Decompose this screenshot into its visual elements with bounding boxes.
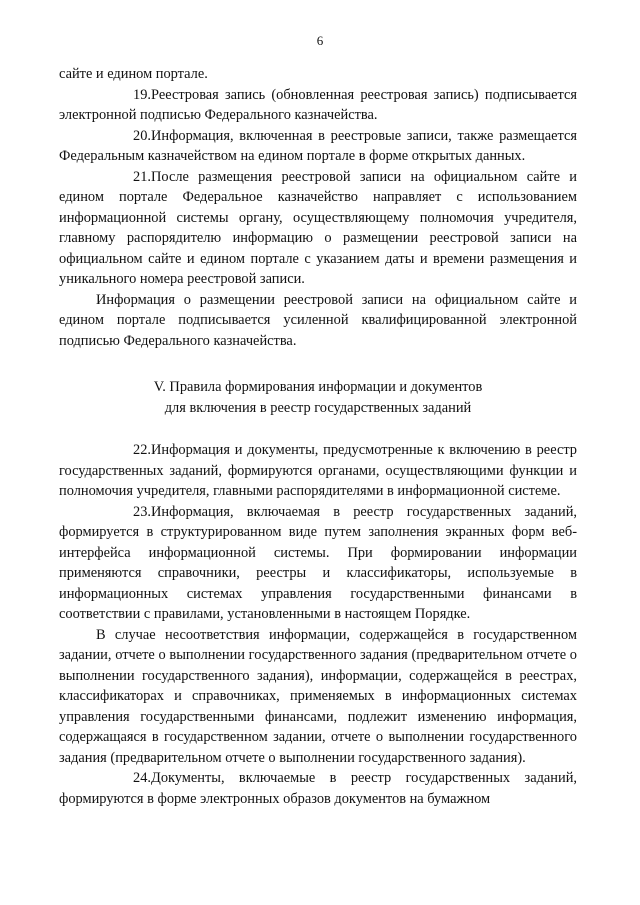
paragraph-text: Информация о размещении реестровой записи на официальном сайте и едином портале подписывается усиленной квалифицированной электронной подписью Федерального казначейства. <box>59 291 577 349</box>
section-heading <box>59 377 577 418</box>
paragraph-continuation <box>59 64 577 85</box>
paragraph-24 <box>59 768 577 809</box>
section-heading-line-1: V. Правила формирования информации и документов <box>153 379 483 395</box>
paragraph-text: Информация и документы, предусмотренные к включению в реестр государственных заданий, формируются органами, осуществляющими функции и полномочия учредителя, главными распорядителями в информационной системе. <box>59 442 577 499</box>
paragraph-22 <box>59 440 577 502</box>
paragraph-text: сайте и едином портале. <box>59 66 208 82</box>
section-heading-line-2: для включения в реестр государственных заданий <box>164 399 472 416</box>
paragraph-20 <box>59 126 577 167</box>
paragraph-text: Документы, включаемые в реестр государственных заданий, формируются в форме электронных образов документов на бумажном <box>59 770 577 807</box>
paragraph-text: Информация, включаемая в реестр государственных заданий, формируется в структурированном виде путем заполнения экранных форм веб-интерфейса информационной системы. При формировании информации применяются справочники, реестры и классификаторы, используемые в информационных системах управления государственными финансами в соответствии с правилами, установленными в настоящем Порядке. <box>59 503 577 622</box>
paragraph-number: 19. <box>133 86 151 103</box>
paragraph-21-info <box>59 290 577 352</box>
paragraph-21 <box>59 167 577 290</box>
paragraph-19 <box>59 85 577 126</box>
paragraph-number: 20. <box>133 127 151 144</box>
paragraph-text: После размещения реестровой записи на официальном сайте и едином портале Федеральное казначейство направляет с использованием информационной системы органу, осуществляющему полномочия учредителя, главному распорядителю информацию о размещении реестровой записи на официальном сайте и едином портале с указанием даты и времени размещения и уникального номера реестровой записи. <box>59 168 577 287</box>
paragraph-text: Информация, включенная в реестровые записи, также размещается Федеральным казначейством на едином портале в форме открытых данных. <box>59 127 577 164</box>
paragraph-number: 23. <box>133 503 151 520</box>
paragraph-number: 24. <box>133 770 151 786</box>
paragraph-text: В случае несоответствия информации, содержащейся в государственном задании, отчете о выполнении государственного задания (предварительном отчете о выполнении государственного задания), информации, содержащейся в реестрах, классификаторах и справочниках, применяемых в информационных системах управления государственными финансами, подлежит изменению информация, содержащаяся в государственном задании, отчете о выполнении государственного задания (предварительном отчете о выполнении государственного задания). <box>59 626 577 766</box>
paragraph-number: 21. <box>133 168 151 185</box>
page-number: 6 <box>316 33 324 48</box>
paragraph-23 <box>59 502 577 625</box>
paragraph-text: Реестровая запись (обновленная реестровая запись) подписывается электронной подписью Федерального казначейства. <box>59 86 577 123</box>
paragraph-23-mismatch <box>59 625 577 769</box>
document-body <box>59 64 577 809</box>
paragraph-number: 22. <box>133 442 151 458</box>
